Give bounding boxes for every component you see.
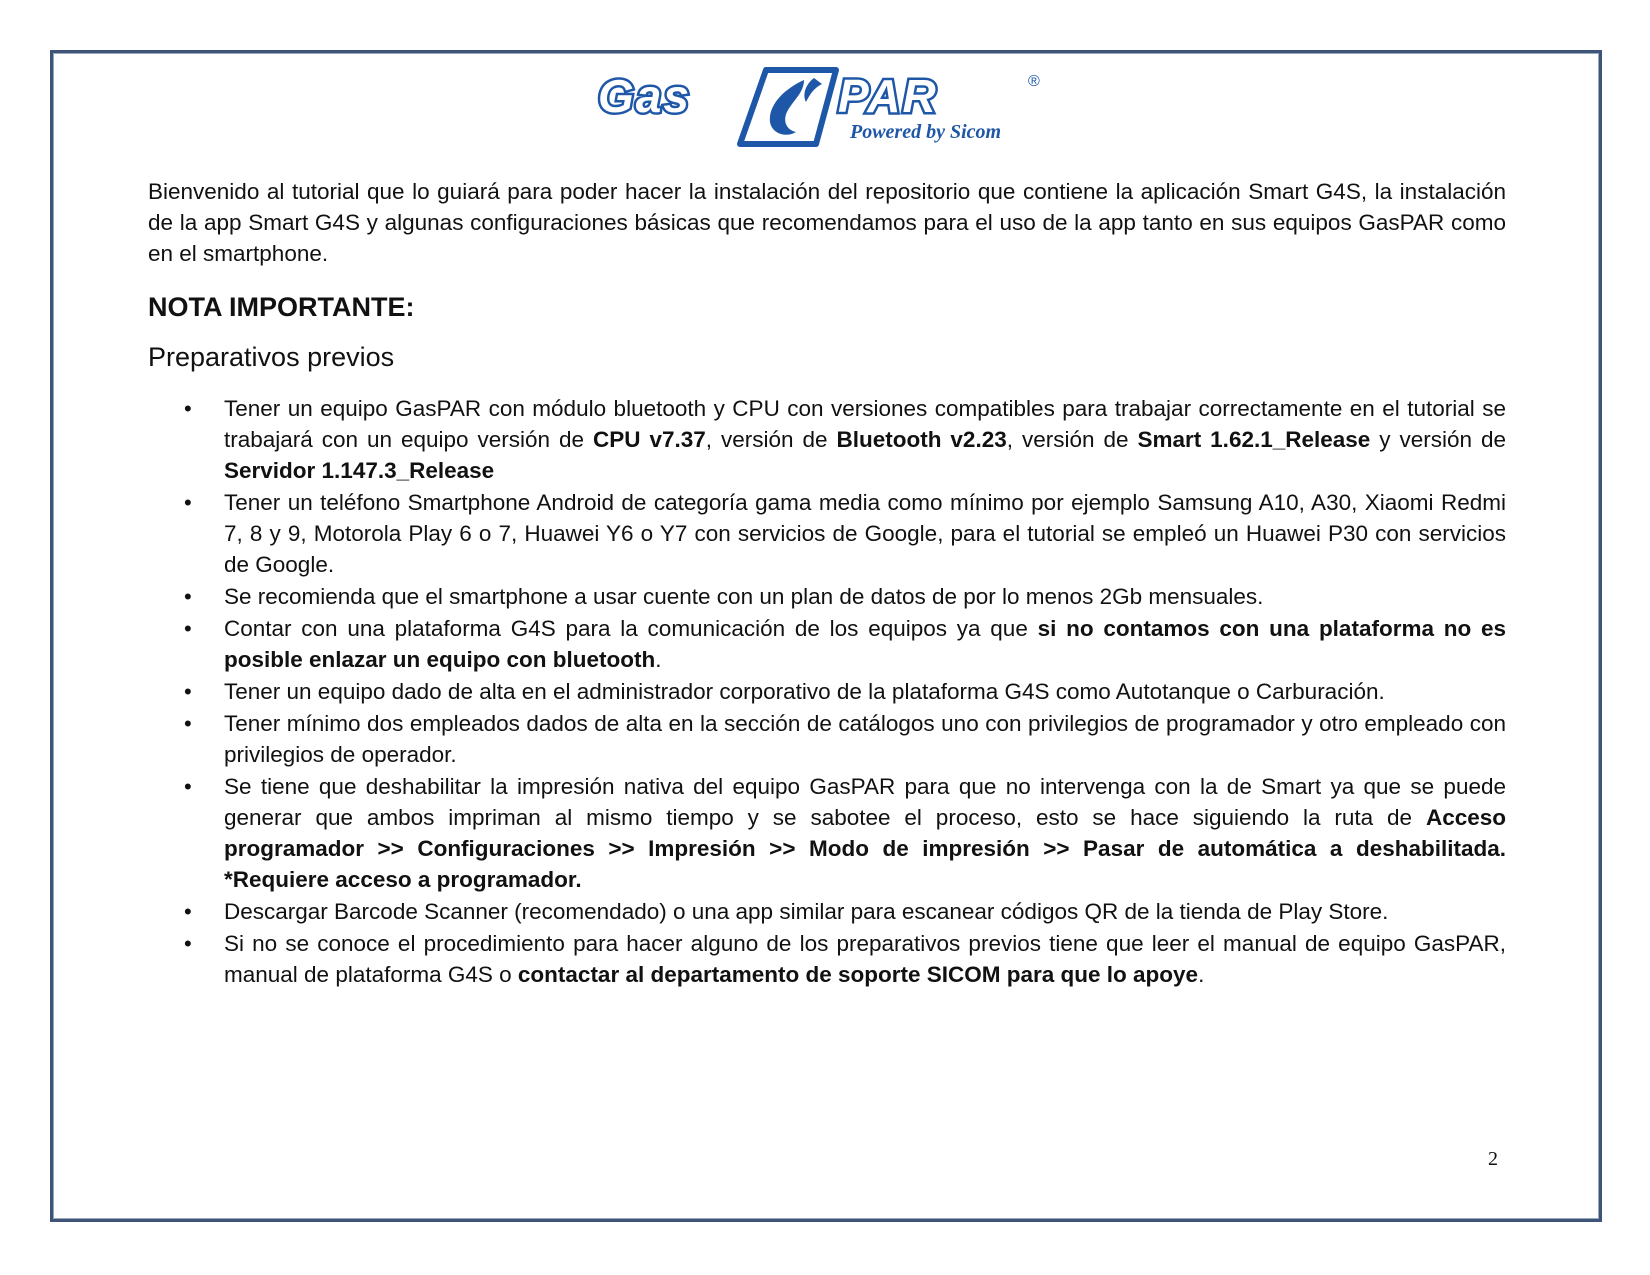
list-item bbox=[148, 928, 1506, 990]
text-run: Descargar Barcode Scanner (recomendado) o una app similar para escanear códigos QR de la tienda de Play Store. bbox=[224, 899, 1389, 924]
list-item bbox=[148, 613, 1506, 675]
requirements-list bbox=[148, 393, 1506, 990]
list-item bbox=[148, 708, 1506, 770]
text-run: Tener mínimo dos empleados dados de alta en la sección de catálogos uno con privilegios de programador y otro empleado con privilegios de operador. bbox=[224, 711, 1506, 767]
text-run: . bbox=[655, 647, 662, 672]
bullet-icon: • bbox=[184, 899, 192, 924]
text-run: Tener un equipo dado de alta en el administrador corporativo de la plataforma G4S como Autotanque o Carburación. bbox=[224, 679, 1385, 704]
bullet-icon: • bbox=[184, 774, 192, 799]
bold-text: CPU v7.37 bbox=[593, 427, 706, 452]
text-run: Se tiene que deshabilitar la impresión nativa del equipo GasPAR para que no intervenga con la de Smart ya que se puede generar que ambos impriman al mismo tiempo y se sabotee el proceso, esto se hace siguiendo la ruta de bbox=[224, 774, 1506, 830]
prep-heading: Preparativos previos bbox=[148, 342, 395, 372]
text-run: Tener un equipo GasPAR con módulo bluetooth y CPU con versiones compatibles para trabajar correctamente en el tutorial se trabajará con un equipo versión de bbox=[224, 396, 1506, 452]
list-item bbox=[148, 676, 1506, 707]
bold-text: si no contamos con una plataforma no es posible enlazar un equipo con bluetooth bbox=[224, 616, 1507, 672]
bullet-icon: • bbox=[184, 490, 192, 515]
nota-heading: NOTA IMPORTANTE: bbox=[148, 292, 415, 322]
bullet-icon: • bbox=[184, 679, 192, 704]
bullet-icon: • bbox=[184, 711, 192, 736]
registered-mark: ® bbox=[1028, 73, 1040, 90]
page-number: 2 bbox=[1488, 1148, 1498, 1170]
gaspar-logo-graphic bbox=[590, 58, 1070, 148]
bullet-icon: • bbox=[184, 584, 192, 609]
text-run: Tener un teléfono Smartphone Android de categoría gama media como mínimo por ejemplo Samsung A10, A30, Xiaomi Redmi 7, 8 y 9, Motorola Play 6 o 7, Huawei Y6 o Y7 con servicios de Google, para el tutorial se empleó un Huawei P30 con servicios de Google. bbox=[224, 490, 1506, 577]
text-run: Se recomienda que el smartphone a usar cuente con un plan de datos de por lo menos 2Gb mensuales. bbox=[224, 584, 1264, 609]
list-item bbox=[148, 581, 1506, 612]
list-item bbox=[148, 393, 1506, 486]
list-item bbox=[148, 487, 1506, 580]
bullet-icon: • bbox=[184, 396, 192, 421]
text-run: , versión de bbox=[705, 427, 837, 452]
intro-paragraph: Bienvenido al tutorial que lo guiará para poder hacer la instalación del repositorio que contiene la aplicación Smart G4S, la instalación de la app Smart G4S y algunas configuraciones básicas que recomendamos para el uso de la app tanto en sus equipos GasPAR como en el smartphone. bbox=[148, 179, 1506, 266]
flame-emblem-icon bbox=[740, 70, 836, 144]
document-body bbox=[148, 176, 1506, 991]
gaspar-logo bbox=[590, 58, 1070, 148]
bold-text: contactar al departamento de soporte SICOM para que lo apoye bbox=[517, 962, 1199, 987]
bold-text: Bluetooth v2.23 bbox=[836, 427, 1007, 452]
list-item bbox=[148, 771, 1506, 895]
text-run: , versión de bbox=[1006, 427, 1138, 452]
bold-text: Smart 1.62.1_Release bbox=[1137, 427, 1371, 452]
bold-text: Servidor 1.147.3_Release bbox=[224, 458, 495, 483]
text-run: y versión de bbox=[1370, 427, 1507, 452]
bullet-icon: • bbox=[184, 616, 192, 641]
text-run: . bbox=[1198, 962, 1205, 987]
bold-text: Acceso programador >> Configuraciones >> Impresión >> Modo de impresión >> Pasar de automática a deshabilitada. *Requiere acceso a programador. bbox=[224, 805, 1506, 892]
bullet-icon: • bbox=[184, 931, 192, 956]
list-item bbox=[148, 896, 1506, 927]
text-run: Si no se conoce el procedimiento para hacer alguno de los preparativos previos tiene que leer el manual de equipo GasPAR, manual de plataforma G4S o bbox=[224, 931, 1506, 987]
text-run: Contar con una plataforma G4S para la comunicación de los equipos ya que bbox=[224, 616, 1038, 641]
logo-text-gas: Gas bbox=[598, 70, 691, 122]
logo-tagline: Powered by Sicom bbox=[850, 121, 1002, 143]
logo-text-par: PAR bbox=[838, 70, 938, 122]
